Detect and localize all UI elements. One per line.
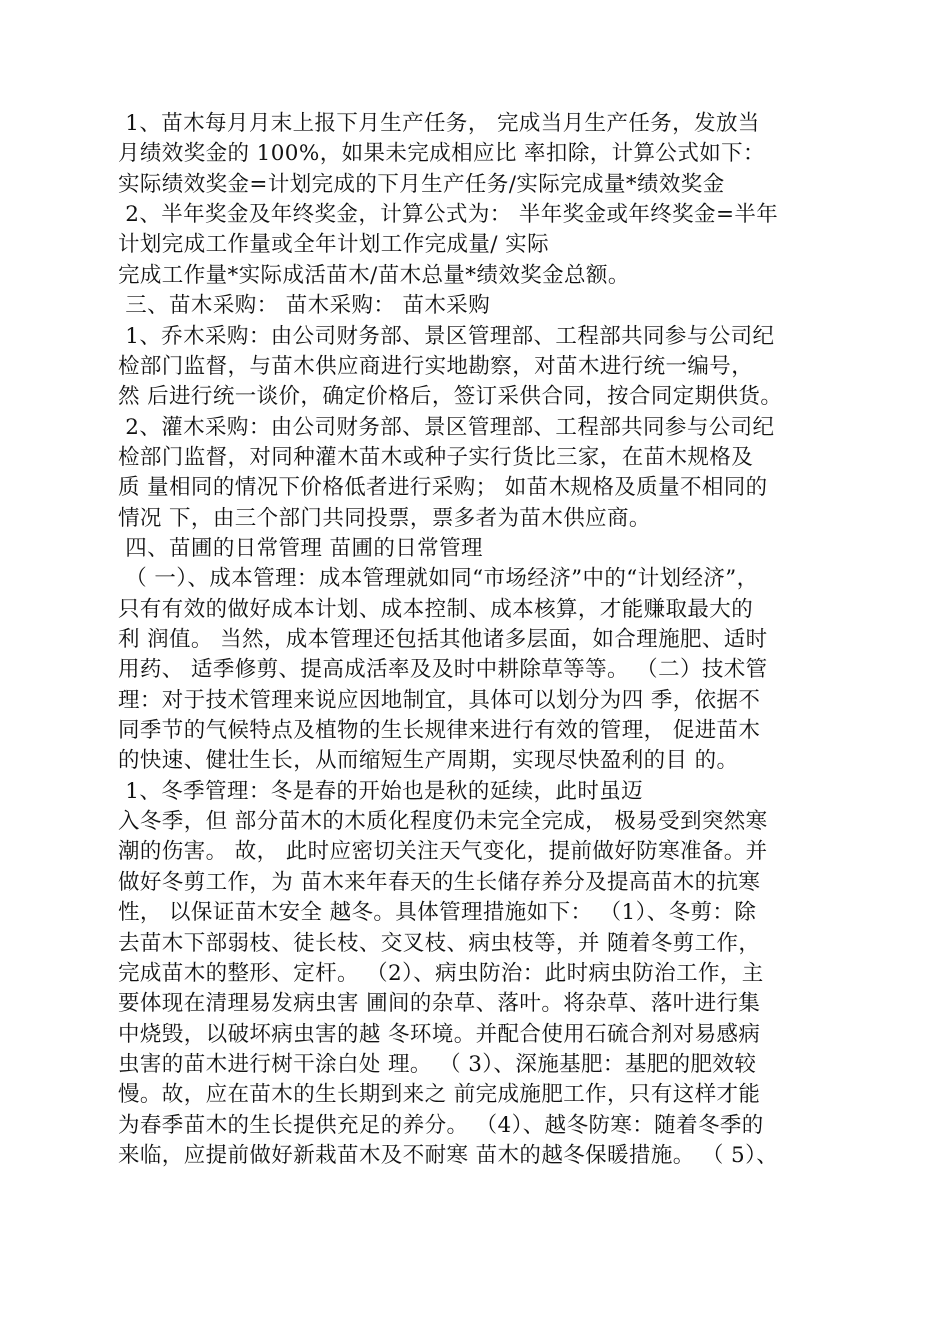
text-line: 完成工作量*实际成活苗木/苗木总量*绩效奖金总额。	[118, 262, 630, 288]
text-line: 做好冬剪工作，为 苗木来年春天的生长储存养分及提高苗木的抗寒	[118, 869, 761, 895]
text-line: 入冬季，但 部分苗木的木质化程度仍未完全完成， 极易受到突然寒	[118, 809, 768, 835]
text-line: 1、冬季管理：冬是春的开始也是秋的延续，此时虽迈	[118, 778, 644, 804]
text-line: 的快速、健壮生长，从而缩短生产周期，实现尽快盈利的目 的。	[118, 748, 739, 774]
text-line: 去苗木下部弱枝、徒长枝、交叉枝、病虫枝等，并 随着冬剪工作，	[118, 930, 761, 956]
text-line: 质 量相同的情况下价格低者进行采购； 如苗木规格及质量不相同的	[118, 475, 768, 501]
text-line: 实际绩效奖金=计划完成的下月生产任务/实际完成量*绩效奖金	[118, 171, 725, 197]
text-line: 中烧毁，以破坏病虫害的越 冬环境。并配合使用石硫合剂对易感病	[118, 1021, 761, 1047]
text-line: 检部门监督，与苗木供应商进行实地勘察，对苗木进行统一编号，	[118, 353, 754, 379]
text-line: 虫害的苗木进行树干涂白处 理。 （ 3）、深施基肥：基肥的肥效较	[118, 1051, 757, 1077]
text-line: 1、苗木每月月末上报下月生产任务， 完成当月生产任务，发放当	[118, 111, 760, 136]
text-line: 用药、 适季修剪、提高成活率及及时中耕除草等等。 （二）技术管	[118, 657, 768, 683]
text-line: 完成苗木的整形、定杆。 （2）、病虫防治：此时病虫防治工作，主	[118, 960, 764, 986]
text-line: 情况 下，由三个部门共同投票，票多者为苗木供应商。	[118, 505, 651, 531]
text-line: 来临，应提前做好新栽苗木及不耐寒 苗木的越冬保暖措施。 （ 5）、	[118, 1142, 779, 1168]
text-line: 2、灌木采购：由公司财务部、景区管理部、工程部共同参与公司纪	[118, 414, 775, 440]
text-line: 利 润值。 当然，成本管理还包括其他诸多层面，如合理施肥、适时	[118, 627, 768, 652]
text-line: 计划完成工作量或全年计划工作完成量/ 实际	[118, 232, 549, 258]
text-line: 同季节的气候特点及植物的生长规律来进行有效的管理， 促进苗木	[118, 718, 761, 743]
text-line: 三、苗木采购： 苗木采购： 苗木采购	[118, 293, 491, 319]
text-line: 理：对于技术管理来说应因地制宜，具体可以划分为四 季，依据不	[118, 687, 761, 713]
text-line: 性， 以保证苗木安全 越冬。具体管理措施如下： （1）、冬剪：除	[118, 900, 757, 926]
text-line: （ 一）、成本管理：成本管理就如同“市场经济”中的“计划经济”，	[118, 566, 759, 592]
text-line: 月绩效奖金的 100%，如果未完成相应比 率扣除，计算公式如下：	[118, 141, 765, 167]
text-line: 潮的伤害。 故， 此时应密切关注天气变化，提前做好防寒准备。并	[118, 839, 768, 865]
text-line: 检部门监督，对同种灌木苗木或种子实行货比三家，在苗木规格及	[118, 444, 754, 470]
text-line: 然 后进行统一谈价，确定价格后，签订采供合同，按合同定期供货。	[118, 384, 783, 410]
text-line: 2、半年奖金及年终奖金，计算公式为： 半年奖金或年终奖金=半年	[118, 202, 779, 228]
text-line: 1、乔木采购：由公司财务部、景区管理部、工程部共同参与公司纪	[118, 323, 775, 349]
text-line: 四、苗圃的日常管理 苗圃的日常管理	[118, 535, 483, 561]
text-line: 为春季苗木的生长提供充足的养分。 （4）、越冬防寒：随着冬季的	[118, 1112, 764, 1138]
text-line: 要体现在清理易发病虫害 圃间的杂草、落叶。将杂草、落叶进行集	[118, 991, 761, 1017]
text-line: 慢。故，应在苗木的生长期到来之 前完成施肥工作，只有这样才能	[118, 1082, 761, 1108]
text-line: 只有有效的做好成本计划、成本控制、成本核算，才能赚取最大的	[118, 596, 754, 622]
